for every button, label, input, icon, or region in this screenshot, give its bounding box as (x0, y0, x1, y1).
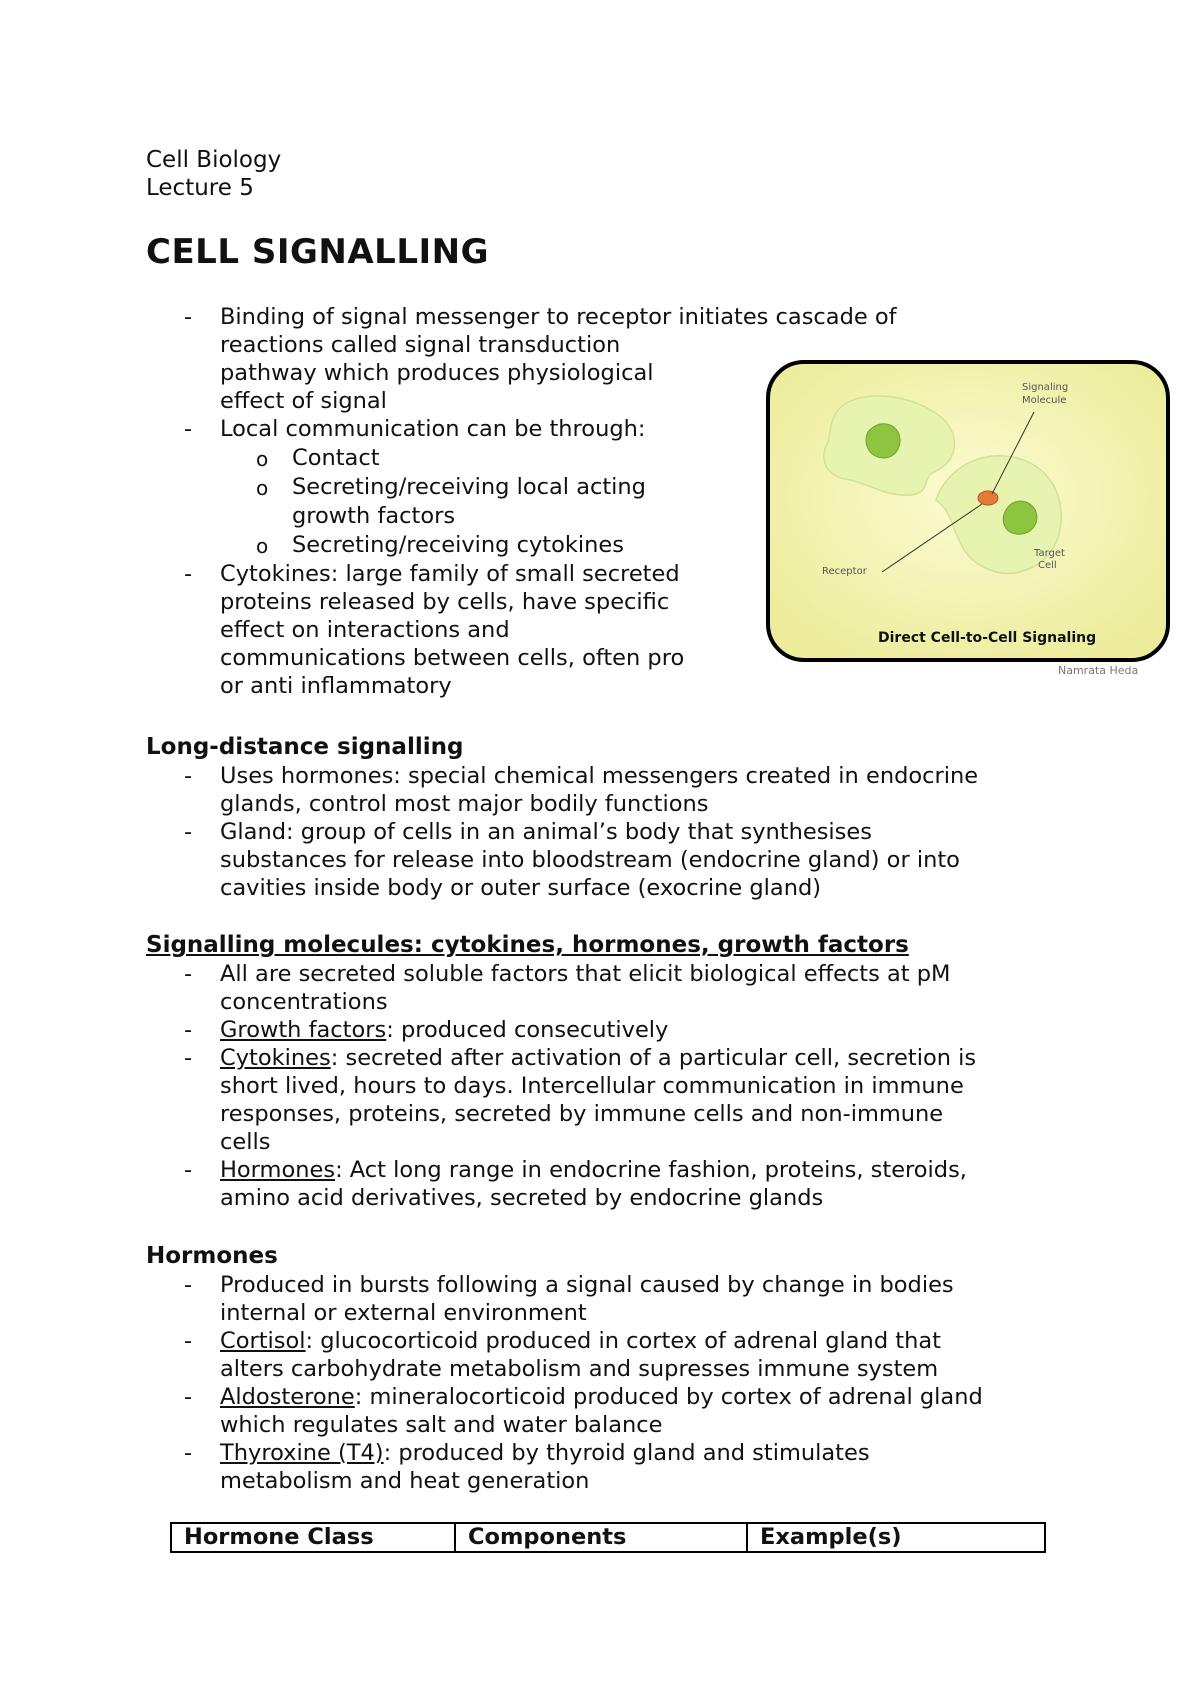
bullet-dash: - (184, 1157, 193, 1183)
cortisol-bullet (220, 1327, 941, 1355)
bullet-dash: - (184, 416, 193, 442)
cortisol-line-2: alters carbohydrate metabolism and supresses immune system (220, 1356, 939, 1382)
hormone-class-table (170, 1522, 1046, 1553)
lecture-number: Lecture 5 (146, 175, 254, 201)
label-target-1: Target (1034, 548, 1065, 559)
course-name: Cell Biology (146, 147, 282, 173)
sub-bullet-circle: o (256, 476, 269, 500)
hormones-bullet (220, 1156, 967, 1184)
figure-caption: Direct Cell-to-Cell Signaling (878, 630, 1097, 646)
cytokines-line-4: cells (220, 1129, 271, 1155)
hormones-bullet-1-line-1: Produced in bursts following a signal caused by change in bodies (220, 1272, 954, 1298)
table-header-row (171, 1523, 1045, 1552)
cortisol-term: Cortisol (220, 1328, 306, 1354)
label-signal-1: Signaling (1022, 382, 1069, 393)
molecules-bullet-1-line-1: All are secreted soluble factors that elicit biological effects at pM (220, 961, 951, 987)
growth-factors-term: Growth factors (220, 1017, 387, 1043)
bullet-dash: - (184, 561, 193, 587)
bullet-dash: - (184, 1017, 193, 1043)
label-receptor: Receptor (822, 566, 867, 577)
bullet-dash: - (184, 304, 193, 330)
molecules-bullet-1-line-2: concentrations (220, 989, 388, 1015)
cytokines-term: Cytokines (220, 1045, 331, 1071)
intro-bullet-3-line-2: proteins released by cells, have specific (220, 589, 670, 615)
label-signal-2: Molecule (1022, 395, 1067, 406)
cell-signaling-figure (766, 360, 1170, 662)
cytokines-bullet (220, 1044, 976, 1072)
bullet-dash: - (184, 1328, 193, 1354)
thyroxine-text: : produced by thyroid gland and stimulates (383, 1440, 870, 1466)
target-cell-nucleus (1003, 501, 1037, 534)
page-title: CELL SIGNALLING (146, 232, 490, 272)
long-bullet-2-line-2: substances for release into bloodstream (endocrine gland) or into (220, 847, 960, 873)
aldosterone-text: : mineralocorticoid produced by cortex of adrenal gland (354, 1384, 983, 1410)
long-bullet-1-line-1: Uses hormones: special chemical messengers created in endocrine (220, 763, 979, 789)
thyroxine-bullet (220, 1439, 870, 1467)
aldosterone-line-2: which regulates salt and water balance (220, 1412, 663, 1438)
intro-bullet-1-line-4: effect of signal (220, 388, 387, 414)
thyroxine-line-2: metabolism and heat generation (220, 1468, 590, 1494)
bullet-dash: - (184, 819, 193, 845)
bullet-dash: - (184, 961, 193, 987)
bullet-dash: - (184, 1440, 193, 1466)
intro-bullet-3-line-3: effect on interactions and (220, 617, 510, 643)
sub-bullet-contact: Contact (292, 445, 380, 471)
bullet-dash: - (184, 1384, 193, 1410)
sub-bullet-circle: o (256, 534, 269, 558)
hormones-line-2: amino acid derivatives, secreted by endocrine glands (220, 1185, 824, 1211)
signaling-cell-nucleus (866, 424, 900, 458)
intro-bullet-1-line-3: pathway which produces physiological (220, 360, 654, 386)
intro-bullet-3-line-1: Cytokines: large family of small secreted (220, 561, 680, 587)
figure-credit: Namrata Heda (1058, 664, 1139, 677)
table-header-hormone-class: Hormone Class (171, 1523, 455, 1552)
growth-factors-text: : produced consecutively (386, 1017, 669, 1043)
table-header-examples: Example(s) (747, 1523, 1045, 1552)
sub-bullet-growth-factors-1: Secreting/receiving local acting (292, 474, 646, 500)
hormones-text: : Act long range in endocrine fashion, proteins, steroids, (335, 1157, 967, 1183)
aldosterone-bullet (220, 1383, 983, 1411)
heading-signalling-molecules: Signalling molecules: cytokines, hormones, growth factors (146, 932, 909, 958)
intro-bullet-1-line-2: reactions called signal transduction (220, 332, 621, 358)
thyroxine-term: Thyroxine (T4) (220, 1440, 384, 1466)
aldosterone-term: Aldosterone (220, 1384, 355, 1410)
heading-long-distance: Long-distance signalling (146, 734, 464, 760)
cortisol-text: : glucocorticoid produced in cortex of adrenal gland that (305, 1328, 941, 1354)
long-bullet-2-line-3: cavities inside body or outer surface (exocrine gland) (220, 875, 822, 901)
sub-bullet-growth-factors-2: growth factors (292, 503, 456, 529)
signal-molecule-dot (978, 491, 998, 505)
table-header-components: Components (455, 1523, 747, 1552)
long-bullet-2-line-1: Gland: group of cells in an animal’s body that synthesises (220, 819, 872, 845)
heading-hormones: Hormones (146, 1243, 278, 1269)
bullet-dash: - (184, 1272, 193, 1298)
intro-bullet-1-line-1: Binding of signal messenger to receptor initiates cascade of (220, 304, 897, 330)
hormones-term: Hormones (220, 1157, 336, 1183)
long-bullet-1-line-2: glands, control most major bodily functions (220, 791, 709, 817)
cytokines-line-3: responses, proteins, secreted by immune cells and non-immune (220, 1101, 944, 1127)
sub-bullet-circle: o (256, 447, 269, 471)
growth-factors-bullet (220, 1016, 668, 1044)
cytokines-text: : secreted after activation of a particular cell, secretion is (330, 1045, 977, 1071)
hormones-bullet-1-line-2: internal or external environment (220, 1300, 587, 1326)
sub-bullet-cytokines: Secreting/receiving cytokines (292, 532, 624, 558)
intro-bullet-2: Local communication can be through: (220, 416, 646, 442)
label-target-2: Cell (1038, 560, 1057, 571)
intro-bullet-3-line-5: or anti inflammatory (220, 673, 452, 699)
bullet-dash: - (184, 1045, 193, 1071)
bullet-dash: - (184, 763, 193, 789)
intro-bullet-3-line-4: communications between cells, often pro (220, 645, 685, 671)
cytokines-line-2: short lived, hours to days. Intercellular communication in immune (220, 1073, 964, 1099)
